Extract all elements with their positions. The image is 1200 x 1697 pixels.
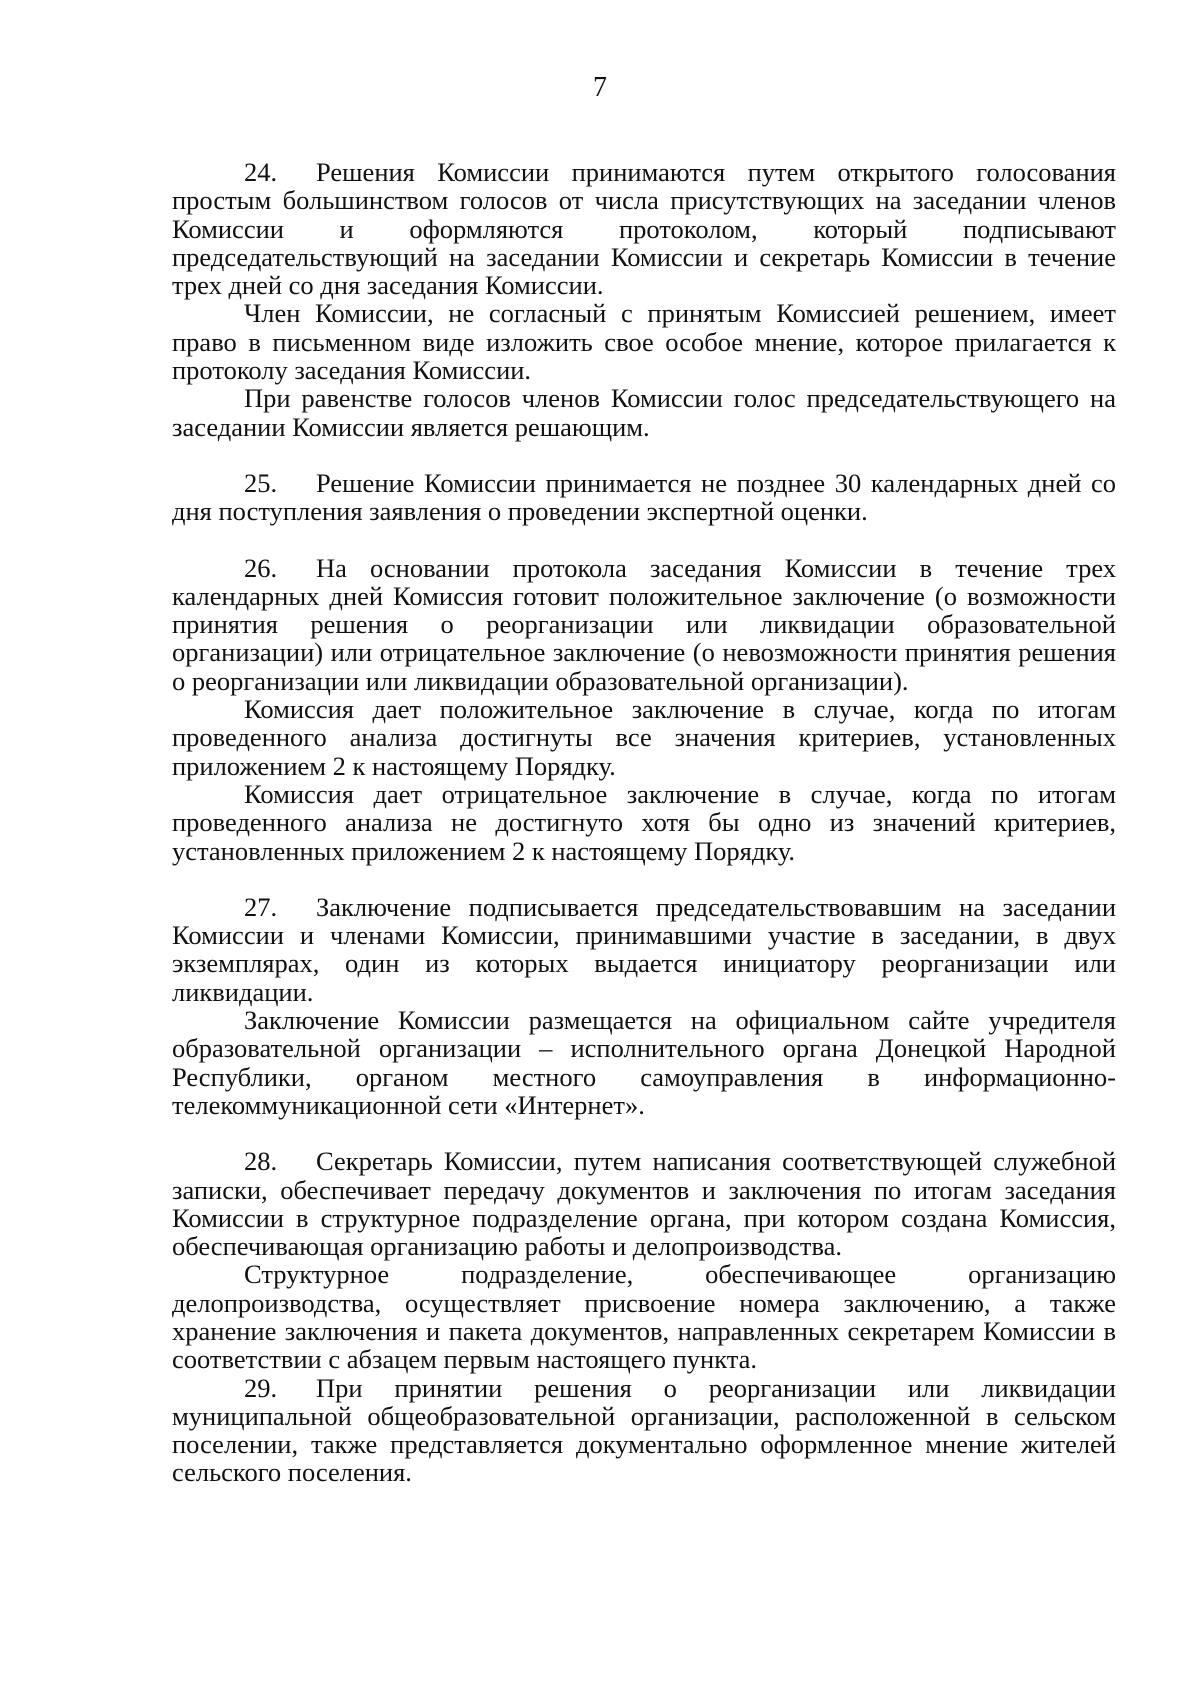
section-25 bbox=[172, 469, 1116, 526]
paragraph: Структурное подразделение, обеспечивающее организацию делопроизводства, осуществляет присвоение номера заключению, а также хранение заключения и пакета документов, направленных секретарем Комиссии в соответствии с абзацем первым настоящего пункта. bbox=[172, 1259, 1116, 1375]
section-number: 25. bbox=[244, 467, 278, 498]
paragraph: Комиссия дает отрицательное заключение в случае, когда по итогам проведенного анализа не достигнуто хотя бы одно из значений критериев, установленных приложением 2 к настоящему Порядку. bbox=[172, 778, 1116, 866]
document-body bbox=[172, 158, 1116, 1487]
section-gap bbox=[172, 441, 1116, 469]
paragraph: 25. Решение Комиссии принимается не позднее 30 календарных дней со дня поступления заявления о проведении экспертной оценки. bbox=[172, 467, 1116, 527]
section-number: 28. bbox=[244, 1146, 278, 1177]
section-number: 27. bbox=[244, 891, 278, 922]
section-number: 29. bbox=[244, 1372, 278, 1403]
paragraph: 29. При принятии решения о реорганизации или ликвидации муниципальной общеобразовательной организации, расположенной в сельском поселении, также представляется документально оформленное мнение жителей сельского поселения. bbox=[172, 1372, 1116, 1488]
page-number: 7 bbox=[593, 72, 607, 103]
section-gap bbox=[172, 1119, 1116, 1147]
paragraph: Комиссия дает положительное заключение в случае, когда по итогам проведенного анализа достигнуты все значения критериев, установленных приложением 2 к настоящему Порядку. bbox=[172, 694, 1116, 781]
paragraph: 24. Решения Комиссии принимаются путем открытого голосования простым большинством голосов от числа присутствующих на заседании членов Комиссии и оформляются протоколом, который подписывают председательствующий на заседании Комиссии и секретарь Комиссии в течение трех дней со дня заседания Комиссии. bbox=[172, 157, 1116, 301]
section-28 bbox=[172, 1147, 1116, 1373]
paragraph: 26. На основании протокола заседания Комиссии в течение трех календарных дней Комиссия готовит положительное заключение (о возможности принятия решения о реорганизации или ликвидации образовательной организации) или отрицательное заключение (о невозможности принятия решения о реорганизации или ликвидации образовательной организации). bbox=[172, 552, 1116, 696]
section-26 bbox=[172, 554, 1116, 865]
section-number: 24. bbox=[244, 157, 278, 187]
section-27 bbox=[172, 893, 1116, 1119]
section-number: 26. bbox=[244, 552, 278, 583]
paragraph: При равенстве голосов членов Комиссии голос председательствующего на заседании Комиссии является решающим. bbox=[172, 383, 1116, 442]
section-29 bbox=[172, 1374, 1116, 1487]
section-24 bbox=[172, 158, 1116, 441]
section-gap bbox=[172, 865, 1116, 893]
section-gap bbox=[172, 526, 1116, 554]
paragraph: 27. Заключение подписывается председательствовавшим на заседании Комиссии и членами Комиссии, принимавшими участие в заседании, в двух экземплярах, один из которых выдается инициатору реорганизации или ликвидации. bbox=[172, 891, 1116, 1007]
paragraph: Заключение Комиссии размещается на официальном сайте учредителя образовательной организации – исполнительного органа Донецкой Народной Республики, органом местного самоуправления в информационно-телекоммуникационной сети «Интернет». bbox=[172, 1005, 1116, 1120]
paragraph: 28. Секретарь Комиссии, путем написания соответствующей служебной записки, обеспечивает передачу документов и заключения по итогам заседания Комиссии в структурное подразделение органа, при котором создана Комиссия, обеспечивающая организацию работы и делопроизводства. bbox=[172, 1146, 1116, 1262]
paragraph: Член Комиссии, не согласный с принятым Комиссией решением, имеет право в письменном виде изложить свое особое мнение, которое прилагается к протоколу заседания Комиссии. bbox=[172, 298, 1116, 386]
